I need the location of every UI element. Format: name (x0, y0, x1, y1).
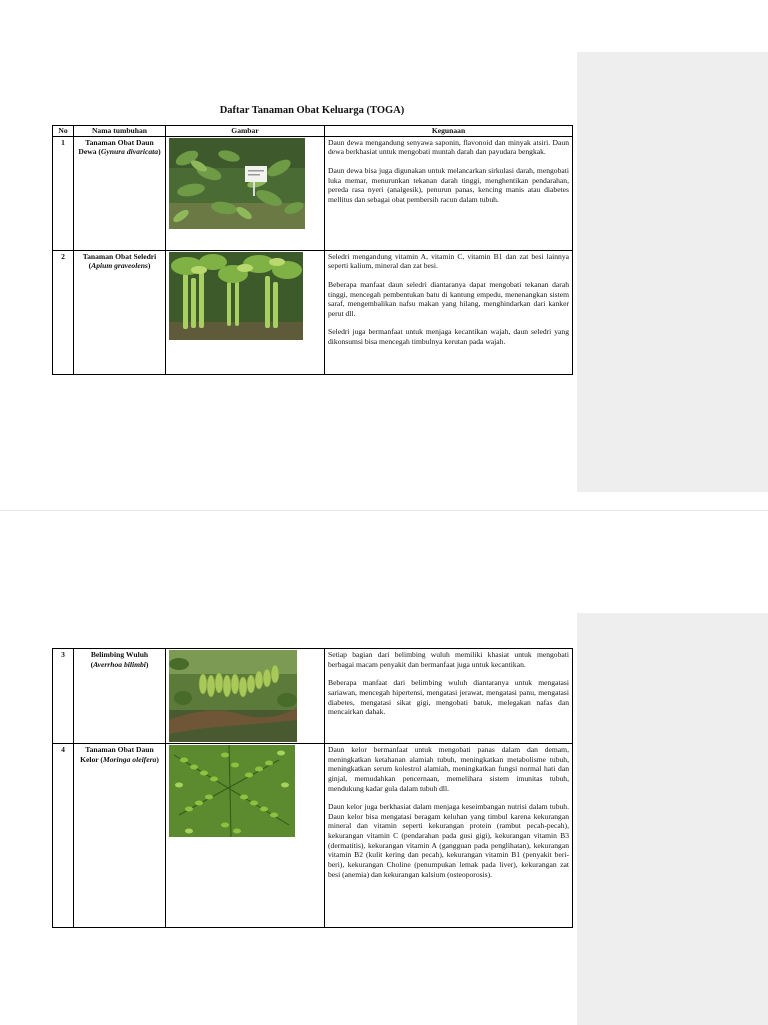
toga-table-part-1 (52, 125, 573, 375)
plant-uses (325, 744, 573, 928)
plant-latin-name: Moringa oleifera (102, 754, 157, 764)
row-number: 3 (53, 649, 74, 744)
plant-uses (325, 250, 573, 374)
use-paragraph: Setiap bagian dari belimbing wuluh memiliki khasiat untuk mengobati berbagai macam penyakit dan bermanfaat juga untuk kecantikan. (328, 650, 569, 669)
plant-name: Belimbing Wuluh (Averrhoa bilimbi) (74, 649, 166, 744)
use-paragraph: Beberapa manfaat daun seledri diantaranya dapat mengobati tekanan darah tinggi, mencegah pembentukan batu di kantung empedu, menenangkan sistem saraf, mengembalikan nafsu makan yang hilang, menghindarkan dari kanker perut dll. (328, 279, 569, 318)
plant-uses (325, 136, 573, 250)
plant-uses (325, 649, 573, 744)
table-row (53, 136, 573, 250)
comment-margin-pane (577, 52, 768, 492)
document-page-1 (0, 0, 768, 510)
seledri-photo (169, 252, 321, 340)
daun-kelor-photo (169, 745, 321, 837)
belimbing-wuluh-photo (169, 650, 321, 742)
plant-image-cell (166, 136, 325, 250)
row-number: 1 (53, 136, 74, 250)
table-row (53, 250, 573, 374)
table-row (53, 649, 573, 744)
document-title: Daftar Tanaman Obat Keluarga (TOGA) (219, 105, 405, 116)
plant-name: Tanaman Obat Daun Kelor (Moringa oleifera) (74, 744, 166, 928)
use-paragraph: Daun dewa bisa juga digunakan untuk melancarkan sirkulasi darah, mengobati luka memar, menurunkan tekanan darah tinggi, menghentikan pendarahan, pereda rasa nyeri (analgesik), penurun panas, kencing manis atau diabetes mellitus dan sebagai obat pembersih racun dalam tubuh. (328, 165, 569, 204)
use-paragraph: Daun dewa mengandung senyawa saponin, flavonoid dan minyak atsiri. Daun dewa berkhasiat untuk mengobati muntah darah dan payudara bengkak. (328, 137, 569, 157)
header-name: Nama tumbuhan (74, 126, 166, 137)
daun-dewa-photo (169, 138, 321, 229)
use-paragraph: Seledri mengandung vitamin A, vitamin C, vitamin B1 dan zat besi lainnya seperti kalium, mineral dan zat besi. (328, 251, 569, 271)
plant-latin-name: Apium graveolens (91, 261, 148, 271)
use-paragraph: Seledri juga bermanfaat untuk menjaga kecantikan wajah, daun seledri yang dikonsumsi bisa mencegah timbulnya kerutan pada wajah. (328, 327, 569, 347)
use-paragraph: Daun kelor bermanfaat untuk mengobati panas dalam dan demam, meningkatkan ketahanan alamiah tubuh, meningkatkan metabolisme tubuh, meningkatkan serum kolestrol alamiah, meningkatkan fungsi normal hati dan ginjal, memudahkan pencernaan, memelihara sistem imunitas tubuh, mendukung kadar gula dalam tubuh dll. (328, 745, 569, 793)
table-row (53, 744, 573, 928)
use-paragraph: Beberapa manfaat dari belimbing wuluh diantaranya untuk mengatasi sariawan, mencegah hipertensi, mengatasi jerawat, mengatasi panu, mengatasi diabetes, mengatasi sikat gigi, mengobati batuk, melegakan nafas dan mencairkan dahak. (328, 678, 569, 717)
table-header-row (53, 126, 573, 137)
plant-image-cell (166, 250, 325, 374)
plant-latin-name: Averrhoa bilimbi (93, 659, 146, 669)
header-image: Gambar (166, 126, 325, 137)
plant-image-cell (166, 744, 325, 928)
header-no: No (53, 126, 74, 137)
row-number: 4 (53, 744, 74, 928)
plant-name: Tanaman Obat Seledri (Apium graveolens) (74, 250, 166, 374)
header-use: Kegunaan (325, 126, 573, 137)
document-page-2 (0, 510, 768, 1025)
plant-image-cell (166, 649, 325, 744)
comment-margin-pane (577, 613, 768, 1025)
row-number: 2 (53, 250, 74, 374)
toga-table-part-2 (52, 648, 573, 928)
plant-latin-name: Gynura divaricata (100, 147, 159, 157)
plant-name: Tanaman Obat Daun Dewa (Gynura divaricata) (74, 136, 166, 250)
use-paragraph: Daun kelor juga berkhasiat dalam menjaga keseimbangan nutrisi dalam tubuh. Daun kelor bisa mengatasi beragam keluhan yang timbul karena kekurangan mineral dan vitamin seperti kekurangan protein (rambut pecah-pecah), kekurangan vitamin C (pendarahan pada gusi gigi), kekurangan vitamin B3 (dermatitis), kekurangan vitamin A (gangguan pada penglihatan), kekurangan vitamin B2 (kulit kering dan pecah), kekurangan vitamin B1 (penyakit beri-beri), kekurangan Choline (penumpukan lemak pada liver), kekurangan zat besi (anemia) dan kekurangan kalsium (osteoporosis). (328, 802, 569, 879)
